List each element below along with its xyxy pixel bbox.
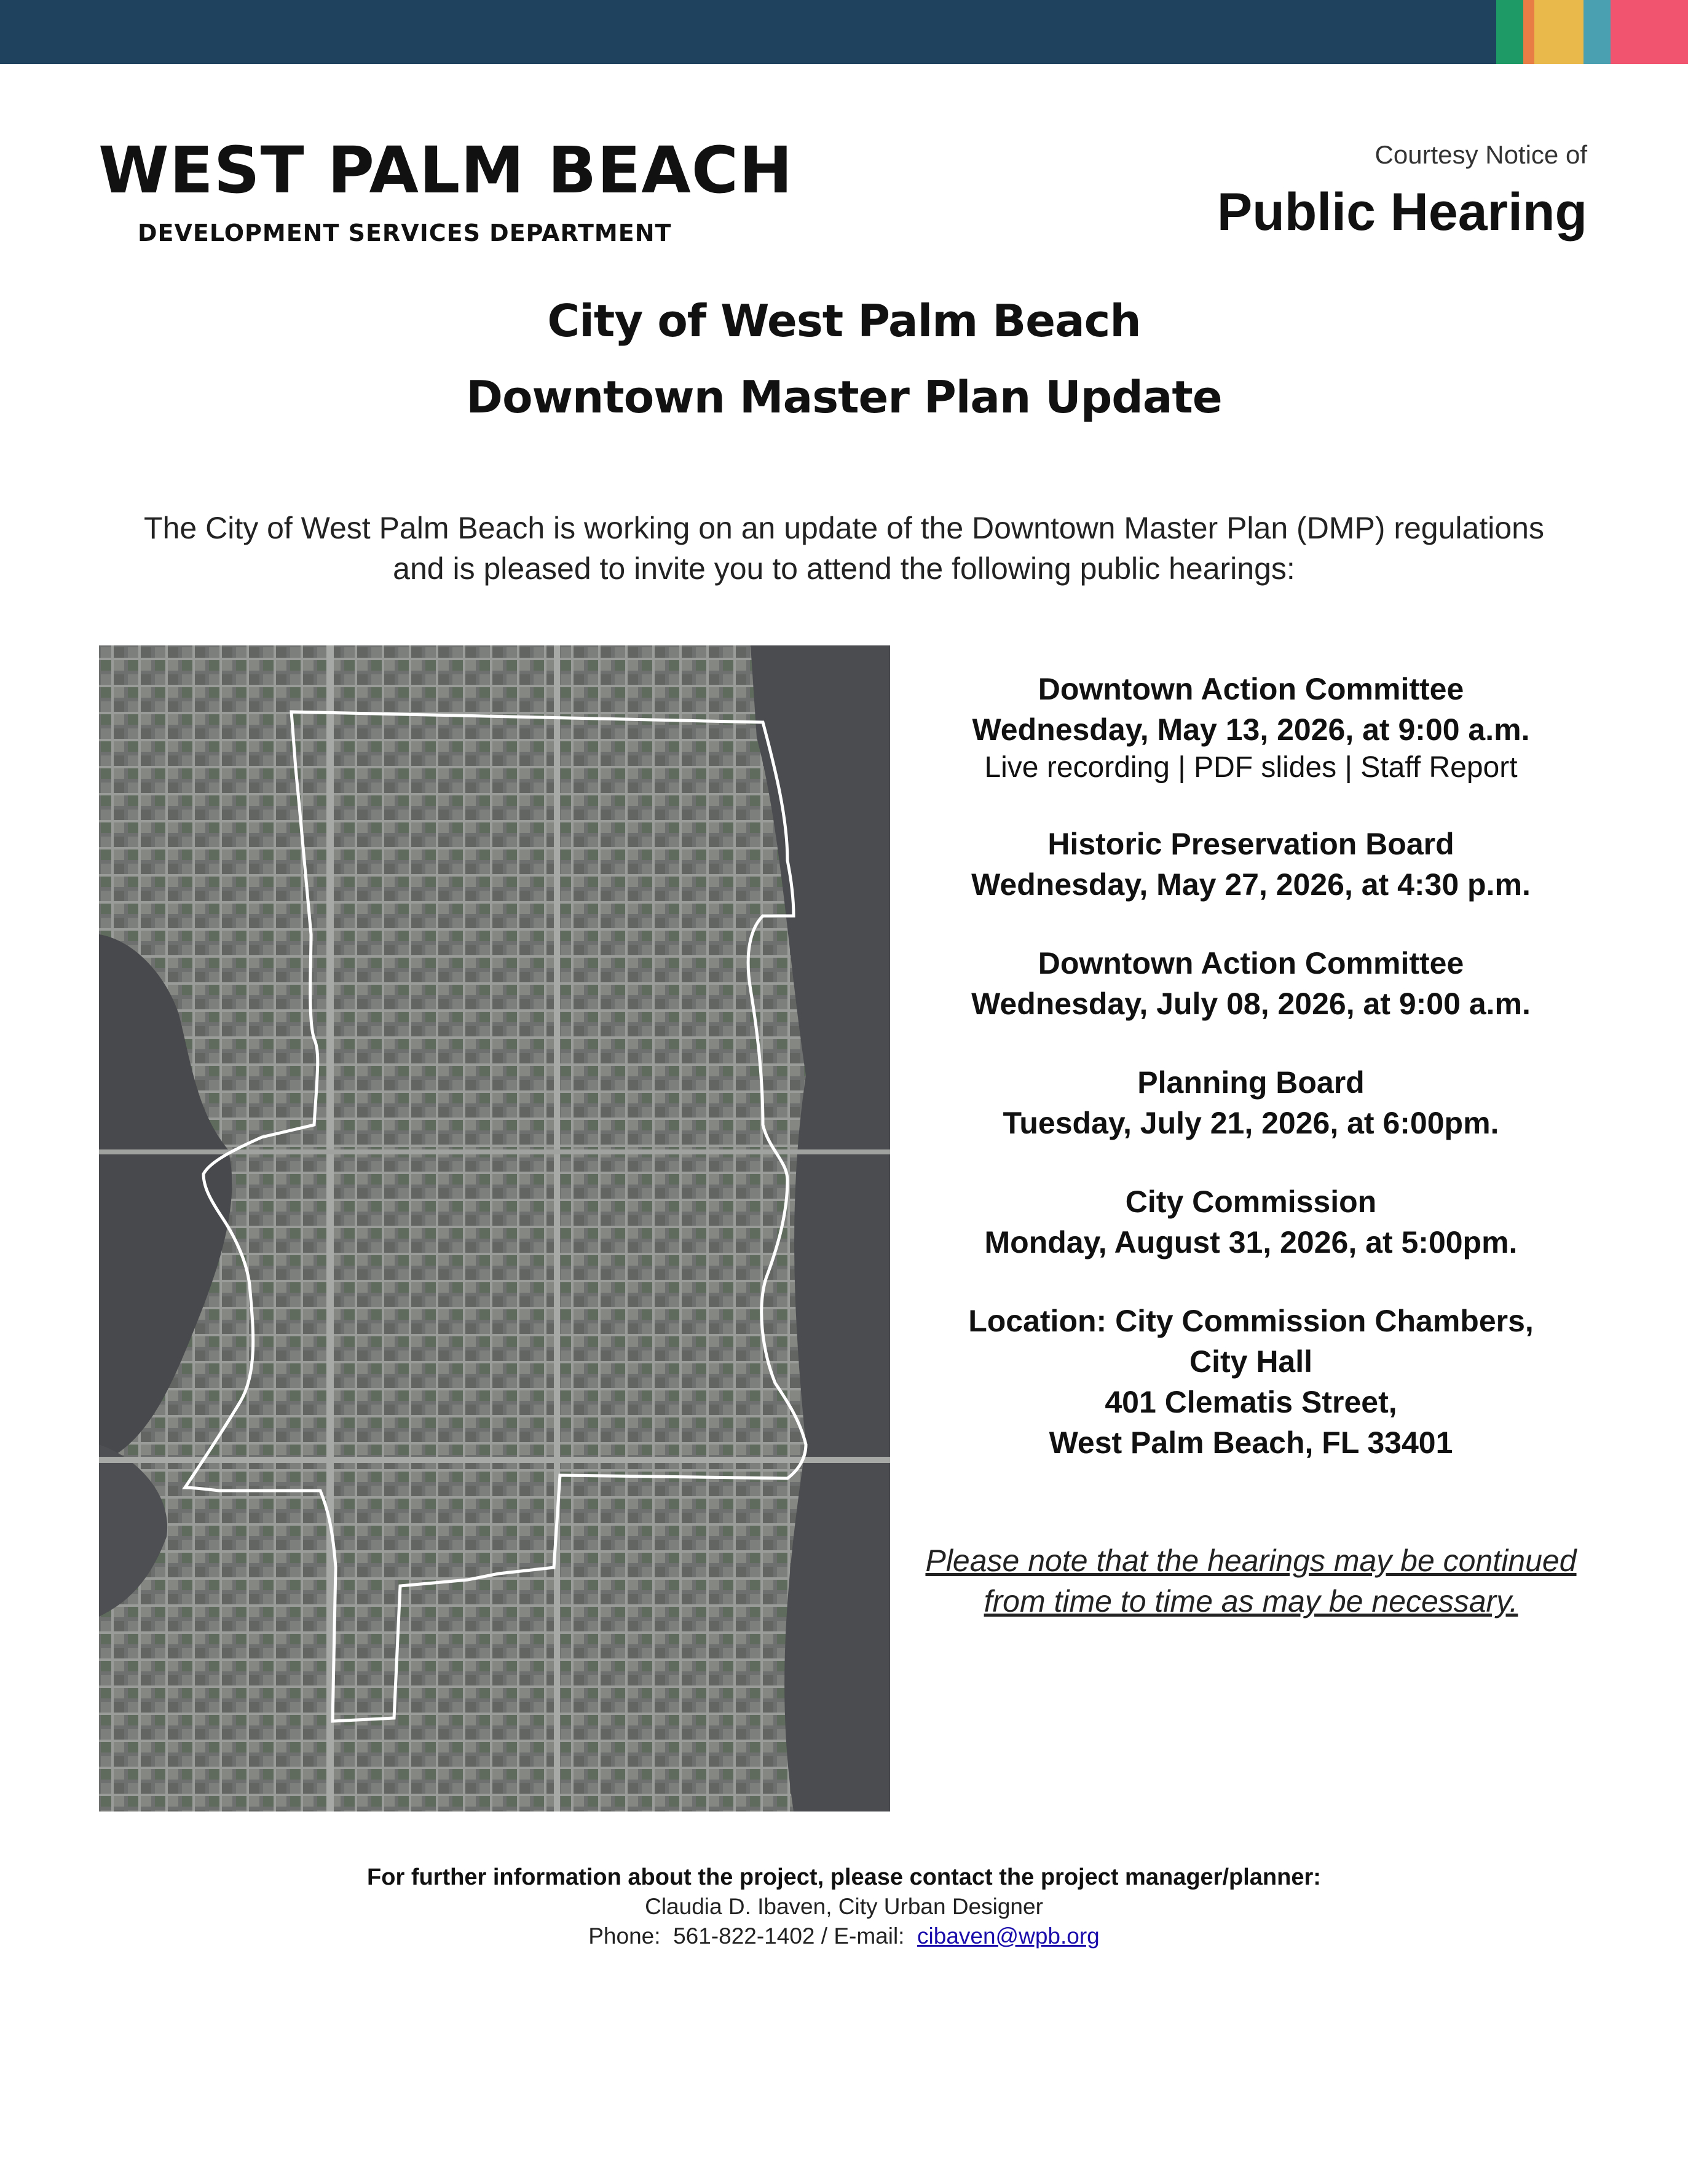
notice-type: Public Hearing — [1217, 183, 1587, 242]
contact-heading: For further information about the project, please contact the project manager/planner: — [367, 1864, 1321, 1890]
note-line-2: from time to time as may be necessary. — [984, 1584, 1518, 1618]
meeting-date: Wednesday, May 27, 2026, at 4:30 p.m. — [971, 867, 1531, 902]
phone-label: Phone: — [588, 1923, 661, 1949]
accent-stripe-pink — [1611, 0, 1688, 64]
intro-line-2: and is pleased to invite you to attend the following public hearings: — [393, 551, 1295, 586]
meeting-item — [910, 943, 1592, 1024]
phone-number: 561-822-1402 — [673, 1923, 815, 1949]
meeting-name: City Commission — [1125, 1185, 1377, 1219]
contact-details — [0, 1922, 1688, 1951]
meeting-date: Wednesday, July 08, 2026, at 9:00 a.m. — [971, 987, 1531, 1021]
meeting-location — [910, 1301, 1592, 1463]
meeting-date: Wednesday, May 13, 2026, at 9:00 a.m. — [972, 712, 1530, 747]
staff-report-link[interactable]: Staff Report — [1360, 751, 1518, 784]
accent-stripe-orange — [1523, 0, 1534, 64]
courtesy-notice-label: Courtesy Notice of — [1374, 140, 1587, 169]
aerial-map — [99, 645, 890, 1811]
meeting-item — [910, 824, 1592, 905]
accent-stripe-teal — [1583, 0, 1611, 64]
meeting-name: Downtown Action Committee — [1038, 672, 1464, 706]
logo-department: DEVELOPMENT SERVICES DEPARTMENT — [138, 219, 672, 246]
contact-name: Claudia D. Ibaven, City Urban Designer — [645, 1894, 1043, 1919]
hearing-schedule — [910, 669, 1592, 1622]
meeting-name: Historic Preservation Board — [1047, 827, 1454, 861]
logo-wordmark: WEST PALM BEACH — [98, 133, 794, 208]
meeting-date: Tuesday, July 21, 2026, at 6:00pm. — [1003, 1106, 1499, 1140]
intro-line-1: The City of West Palm Beach is working on an update of the Downtown Master Plan (DMP) regulations — [144, 511, 1544, 545]
meeting-links: Live recording | PDF slides | Staff Report — [984, 751, 1518, 784]
meeting-item — [910, 669, 1592, 786]
live-recording-link[interactable]: Live recording — [984, 751, 1170, 784]
location-line-3: 401 Clematis Street, — [1105, 1385, 1397, 1419]
department-logo — [98, 133, 794, 246]
location-line-1: Location: City Commission Chambers, — [968, 1304, 1534, 1338]
continuation-note — [910, 1540, 1592, 1622]
meeting-date: Monday, August 31, 2026, at 5:00pm. — [984, 1225, 1518, 1260]
location-line-4: West Palm Beach, FL 33401 — [1049, 1425, 1453, 1460]
page-subtitle: Downtown Master Plan Update — [466, 371, 1222, 423]
meeting-item — [910, 1181, 1592, 1263]
pdf-slides-link[interactable]: PDF slides — [1194, 751, 1337, 784]
aerial-map-image — [99, 645, 890, 1811]
accent-stripe-green — [1496, 0, 1523, 64]
page-title: City of West Palm Beach — [547, 295, 1141, 347]
contact-footer — [0, 1863, 1688, 1951]
note-line-1: Please note that the hearings may be continued — [925, 1543, 1577, 1578]
email-link[interactable]: cibaven@wpb.org — [917, 1923, 1100, 1949]
email-label: / E-mail: — [821, 1923, 905, 1949]
accent-stripe-yellow — [1534, 0, 1583, 64]
meeting-item — [910, 1062, 1592, 1143]
intro-paragraph — [111, 508, 1577, 589]
location-line-2: City Hall — [1189, 1344, 1313, 1379]
header-bar — [0, 0, 1688, 64]
meeting-name: Planning Board — [1137, 1065, 1365, 1100]
meeting-name: Downtown Action Committee — [1038, 946, 1464, 980]
